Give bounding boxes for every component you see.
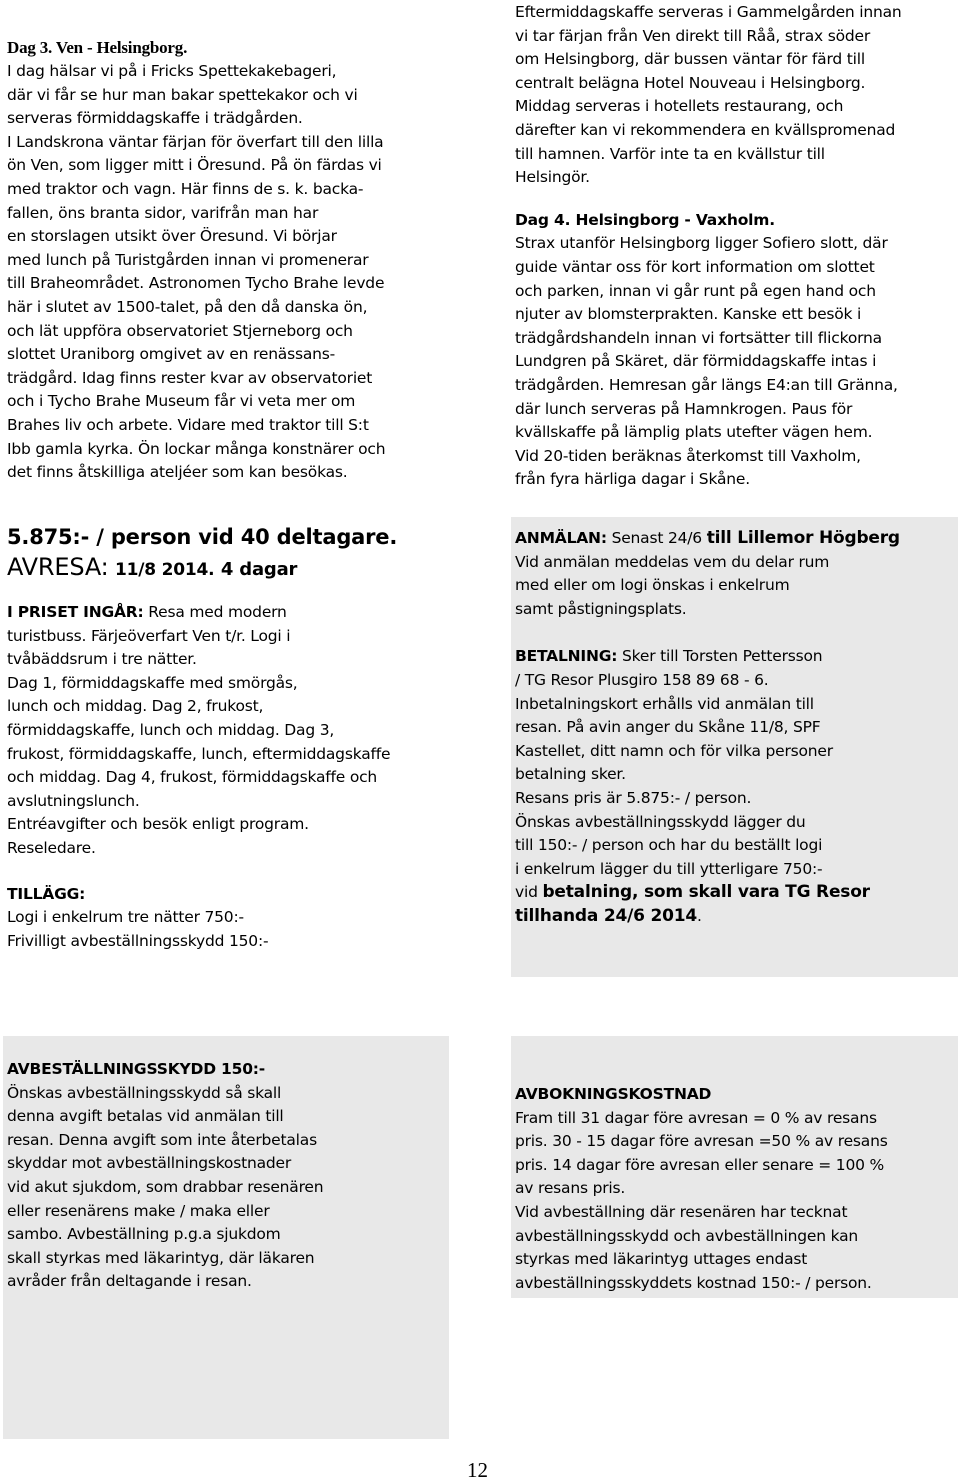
day3-text (7, 60, 385, 485)
text-line: avslutningslunch. (7, 791, 140, 810)
text-line: avbeställningsskydd och avbeställningen kan (515, 1226, 859, 1245)
text-line: det finns åtskilliga ateljéer som kan besökas. (7, 463, 348, 482)
registration-deadline: Senast 24/6 (611, 529, 702, 547)
text-line: av resans pris. (515, 1179, 626, 1198)
supplement-text (7, 906, 397, 953)
text-line: turistbuss. Färjeöverfart Ven t/r. Logi i (7, 626, 291, 645)
day3-heading: Dag 3. Ven - Helsingborg. (7, 38, 188, 57)
text-line: Resans pris är 5.875:- / person. (515, 788, 752, 807)
text-line: Eftermiddagskaffe serveras i Gammelgården innan (515, 3, 902, 21)
text-line: och parken, innan vi går runt på egen hand och (515, 281, 876, 300)
text-line: lunch och middag. Dag 2, frukost, (7, 697, 264, 716)
text-line: avbeställningsskyddets kostnad 150:- / person. (515, 1273, 872, 1292)
text-line: Fram till 31 dagar före avresan = 0 % av resans (515, 1108, 877, 1127)
includes-first: Resa med modern (148, 603, 287, 621)
right-top-section (515, 1, 902, 492)
text-line: I Landskrona väntar färjan för överfart till den lilla (7, 132, 384, 151)
text-line: pris. 30 - 15 dagar före avresan =50 % av resans (515, 1132, 888, 1151)
text-line: och i Tycho Brahe Museum får vi veta mer om (7, 392, 356, 411)
cancellation-cost-heading: AVBOKNINGSKOSTNAD (515, 1085, 712, 1103)
includes-text (7, 625, 397, 861)
text-line: Middag serveras i hotellets restaurang, och (515, 97, 844, 116)
text-line: serveras förmiddagskaffe i trädgården. (7, 109, 303, 128)
text-line: eller resenärens make / maka eller (7, 1201, 270, 1220)
text-line: betalning sker. (515, 765, 626, 784)
payment-deadline-prefix: vid (515, 883, 538, 902)
price-amount: 5.875:- (7, 525, 90, 549)
payment-final-line (515, 905, 900, 929)
text-line: med traktor och vagn. Här finns de s. k. backa- (7, 179, 364, 198)
text-line: slottet Uraniborg omgivet av en renässans- (7, 345, 336, 364)
text-line: Strax utanför Helsingborg ligger Sofiero slott, där (515, 234, 888, 253)
cancellation-insurance-text (7, 1082, 323, 1294)
text-line: guide väntar oss för kort information om slottet (515, 257, 875, 276)
text-line: Helsingör. (515, 168, 590, 187)
text-line: pris. 14 dagar före avresan eller senare = 100 % (515, 1155, 885, 1174)
text-line: Frivilligt avbeställningsskydd 150:- (7, 931, 269, 950)
payment-header (515, 645, 900, 669)
text-line: Vid avbeställning där resenären har tecknat (515, 1202, 848, 1221)
text-line: Lundgren på Skäret, där förmiddagskaffe intas i (515, 352, 877, 371)
text-line: till 150:- / person och har du beställt logi (515, 836, 823, 855)
departure-days: 4 dagar (220, 559, 298, 580)
text-line: till hamnen. Varför inte ta en kvällstur till (515, 144, 825, 163)
day4-heading: Dag 4. Helsingborg - Vaxholm. (515, 210, 775, 229)
text-line: Vid 20-tiden beräknas återkomst till Vaxholm, (515, 446, 861, 465)
text-line: och lät uppföra observatoriet Stjerneborg och (7, 321, 353, 340)
cancellation-cost-text (515, 1107, 888, 1296)
registration-label: ANMÄLAN: (515, 529, 607, 547)
departure-line (7, 554, 397, 583)
text-line: Entréavgifter och besök enligt program. (7, 815, 309, 834)
payment-recipient: Sker till Torsten Pettersson (622, 647, 823, 666)
text-line: Brahes liv och arbete. Vidare med traktor till S:t (7, 415, 369, 434)
cancellation-cost-section (515, 1083, 888, 1295)
text-line: här i slutet av 1500-talet, på den då danska ön, (7, 297, 368, 316)
text-line: sambo. Avbeställning p.g.a sjukdom (7, 1225, 281, 1244)
text-line: I dag hälsar vi på i Fricks Spettekakebageri, (7, 62, 337, 80)
text-line: samt påstigningsplats. (515, 599, 687, 618)
text-line: denna avgift betalas vid anmälan till (7, 1107, 284, 1126)
price-per-person: / person vid 40 deltagare. (96, 525, 398, 549)
text-line: frukost, förmiddagskaffe, lunch, eftermiddagskaffe (7, 744, 391, 763)
payment-deadline-bold: betalning, som skall vara TG Resor (542, 882, 870, 903)
text-line: förmiddagskaffe, lunch och middag. Dag 3, (7, 720, 335, 739)
day4-text (515, 232, 902, 492)
text-line: till Braheområdet. Astronomen Tycho Brahe levde (7, 274, 385, 293)
text-line: resan. Denna avgift som inte återbetalas (7, 1130, 317, 1149)
text-line: tvåbäddsrum i tre nätter. (7, 650, 197, 669)
text-line: Ibb gamla kyrka. Ön lockar många konstnärer och (7, 439, 386, 458)
price-section (7, 524, 397, 953)
page-number: 12 (467, 1458, 488, 1482)
text-line: en storslagen utsikt över Öresund. Vi börjar (7, 227, 337, 246)
text-line: Vid anmälan meddelas vem du delar rum (515, 552, 830, 571)
payment-final-bold: tillhanda 24/6 2014 (515, 905, 697, 926)
text-line: med eller om logi önskas i enkelrum (515, 576, 790, 595)
payment-final-period: . (696, 906, 702, 925)
text-line: från fyra härliga dagar i Skåne. (515, 470, 750, 489)
payment-deadline-line (515, 881, 900, 905)
text-line: trädgårdshandeln innan vi fortsätter till flickorna (515, 328, 882, 347)
supplement-label: TILLÄGG: (7, 884, 86, 903)
text-line: därefter kan vi rekommendera en kvällspromenad (515, 120, 896, 139)
text-line: Logi i enkelrum tre nätter 750:- (7, 908, 244, 927)
includes-header (7, 601, 397, 625)
text-line: ön Ven, som ligger mitt i Öresund. På ön färdas vi (7, 156, 382, 175)
price-line (7, 524, 397, 550)
cancellation-insurance-heading: AVBESTÄLLNINGSSKYDD 150:- (7, 1060, 266, 1078)
departure-date: 11/8 2014. (115, 560, 215, 580)
text-line: njuter av blomsterprakten. Kanske ett besök i (515, 305, 862, 324)
text-line: Önskas avbeställningsskydd lägger du (515, 812, 806, 831)
text-line: vi tar färjan från Ven direkt till Råå, strax söder (515, 26, 871, 45)
payment-text (515, 669, 900, 881)
text-line: kvällskaffe på lämplig plats utefter vägen hem. (515, 423, 873, 442)
text-line: Inbetalningskort erhålls vid anmälan till (515, 694, 814, 713)
text-line: Önskas avbeställningsskydd så skall (7, 1083, 282, 1102)
text-line: avråder från deltagande i resan. (7, 1272, 252, 1291)
text-line: där vi får se hur man bakar spettekakor och vi (7, 85, 358, 104)
includes-label: I PRISET INGÅR: (7, 603, 144, 621)
text-line: Dag 1, förmiddagskaffe med smörgås, (7, 673, 298, 692)
registration-contact: till Lillemor Högberg (706, 528, 900, 548)
text-line: skyddar mot avbeställningskostnader (7, 1154, 292, 1173)
text-line: skall styrkas med läkarintyg, där läkaren (7, 1248, 315, 1267)
registration-header (515, 527, 900, 551)
registration-text (515, 551, 900, 622)
text-line: resan. På avin anger du Skåne 11/8, SPF (515, 718, 821, 737)
text-line: med lunch på Turistgården innan vi promenerar (7, 250, 369, 269)
text-line: trädgården. Hemresan går längs E4:an till Gränna, (515, 375, 898, 394)
cancellation-insurance-section (7, 1058, 323, 1294)
text-line: där lunch serveras på Hamnkrogen. Paus för (515, 399, 853, 418)
text-line: centralt belägna Hotel Nouveau i Helsingborg. (515, 73, 866, 92)
departure-label: AVRESA: (7, 553, 109, 581)
day3-section (7, 37, 385, 485)
text-line: och middag. Dag 4, frukost, förmiddagskaffe och (7, 768, 378, 787)
text-line: styrkas med läkarintyg uttages endast (515, 1250, 808, 1269)
text-line: fallen, öns branta sidor, varifrån man har (7, 203, 319, 222)
text-line: om Helsingborg, där bussen väntar för färd till (515, 50, 865, 69)
day3-continued-text (515, 1, 902, 190)
text-line: Reseledare. (7, 838, 96, 857)
text-line: vid akut sjukdom, som drabbar resenären (7, 1177, 324, 1196)
registration-section (515, 527, 900, 929)
text-line: Kastellet, ditt namn och för vilka personer (515, 741, 833, 760)
text-line: trädgård. Idag finns rester kvar av observatoriet (7, 368, 373, 387)
payment-label: BETALNING: (515, 647, 618, 666)
text-line: / TG Resor Plusgiro 158 89 68 - 6. (515, 670, 769, 689)
text-line: i enkelrum lägger du till ytterligare 750:- (515, 859, 823, 878)
